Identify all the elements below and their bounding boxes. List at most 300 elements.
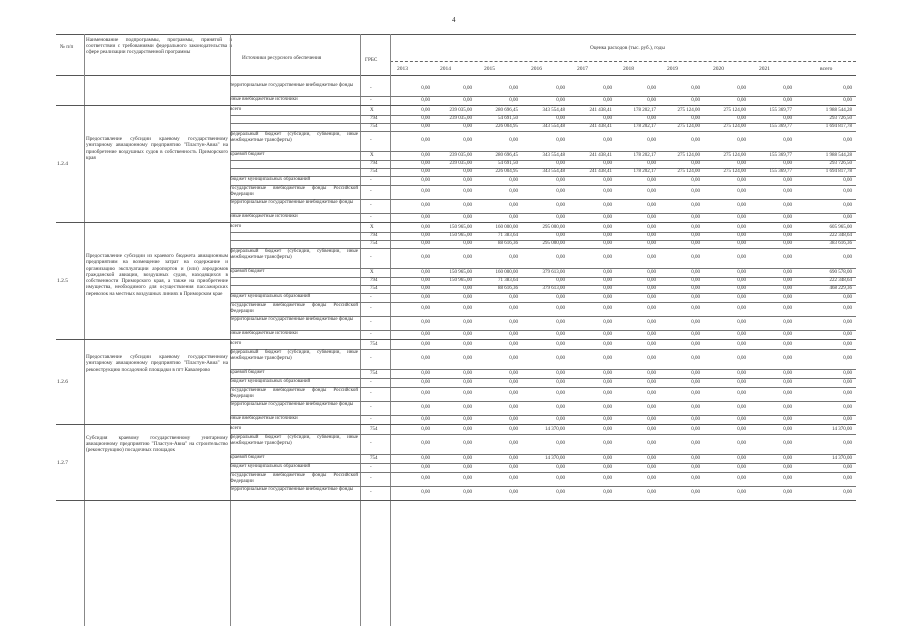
value-cell: 0,00 [647, 214, 656, 220]
value-cell: 178 202,17 [633, 169, 656, 174]
value-cell: 0,00 [421, 455, 430, 461]
value-cell: 0,00 [509, 331, 518, 337]
grbs-code: 794 [370, 278, 378, 283]
value-cell: 343 554,48 [542, 107, 565, 113]
value-cell: 0,00 [421, 306, 430, 311]
value-cell: 0,00 [647, 177, 656, 183]
value-cell: 0,00 [843, 405, 852, 410]
value-cell: 0,00 [647, 416, 656, 422]
value-cell: 0,00 [556, 214, 565, 220]
source-label: федеральный бюджет (субсидии, субвенции, иные межбюджетные трансферты) [230, 350, 358, 361]
section-line [56, 222, 856, 223]
value-cell: 0,00 [556, 203, 565, 208]
value-cell: 0,00 [421, 161, 430, 166]
grbs-code: 754 [370, 241, 378, 246]
grbs-code: - [370, 490, 372, 495]
value-cell: 160 000,00 [495, 224, 518, 230]
value-cell: 0,00 [843, 189, 852, 194]
value-cell: 0,00 [463, 331, 472, 337]
value-cell: 0,00 [421, 97, 430, 103]
value-cell: 379 613,00 [542, 286, 565, 291]
grbs-code: 754 [370, 455, 378, 461]
value-cell: 0,00 [843, 294, 852, 300]
value-cell: 0,00 [843, 86, 852, 91]
value-cell: 222 348,64 [829, 233, 852, 238]
value-cell: 275 124,00 [723, 152, 746, 158]
value-cell: 0,00 [421, 203, 430, 208]
header-estimate-label: Оценка расходов (тыс. руб.), годы [590, 45, 665, 51]
value-cell: 0,00 [463, 286, 472, 291]
grbs-code: - [370, 214, 372, 220]
value-cell: 0,00 [737, 97, 746, 103]
value-cell: 0,00 [603, 86, 612, 91]
grbs-code: X [370, 152, 374, 158]
value-cell: 0,00 [463, 177, 472, 183]
value-cell: 0,00 [737, 278, 746, 283]
value-cell: 0,00 [509, 341, 518, 347]
value-cell: 0,00 [647, 269, 656, 275]
source-label: краевой бюджет [230, 370, 265, 375]
value-cell: 0,00 [691, 161, 700, 166]
value-cell: 0,00 [603, 278, 612, 283]
value-cell: 0,00 [421, 177, 430, 183]
value-cell: 383 616,36 [829, 241, 852, 246]
value-cell: 0,00 [421, 138, 430, 143]
value-cell: 0,00 [737, 379, 746, 385]
value-cell: 0,00 [843, 464, 852, 470]
value-cell: 0,00 [421, 214, 430, 220]
value-cell: 0,00 [603, 464, 612, 470]
value-cell: 0,00 [421, 107, 430, 113]
value-cell: 0,00 [509, 476, 518, 481]
year-header: 2015 [484, 66, 495, 72]
source-label: федеральный бюджет (субсидии, субвенции, иные межбюджетные трансферты) [230, 435, 358, 446]
value-cell: 0,00 [421, 86, 430, 91]
value-cell: 0,00 [737, 233, 746, 238]
grbs-code: - [370, 441, 372, 446]
source-label: территориальные государственные внебюджетные фонды [230, 402, 354, 407]
value-cell: 14 370,00 [832, 455, 852, 461]
header-bottom-line [56, 75, 856, 76]
value-cell: 150 965,00 [449, 224, 472, 230]
value-cell: 54 691,50 [498, 161, 518, 166]
year-header: 2021 [759, 66, 770, 72]
value-cell: 0,00 [647, 331, 656, 337]
section-name: Субсидия краевому государственному унитарному авиационному предприятию "Пластун-Авиа" на строительство (реконструкцию) посадочных площадок [86, 434, 228, 454]
value-cell: 0,00 [783, 255, 792, 260]
value-cell: 0,00 [691, 241, 700, 246]
value-cell: 0,00 [463, 356, 472, 361]
section-name: Предоставление субсидии из краевого бюджета авиационным предприятиям на возмещение затрат на содержание и организацию эксплуатации аэропортов и (или) аэродромов гражданской авиации, воздушных судов, находящихся в собственности Приморского края, а также на приобретение имущества, необходимого для осуществления пассажирских перевозок на местных воздушных линиях в Приморском крае [86, 253, 228, 297]
value-cell: 0,00 [647, 138, 656, 143]
value-cell: 155 369,77 [769, 152, 792, 158]
value-cell: 0,00 [691, 286, 700, 291]
value-cell: 0,00 [463, 379, 472, 385]
value-cell: 0,00 [691, 476, 700, 481]
value-cell: 0,00 [556, 476, 565, 481]
grbs-code: 794 [370, 116, 378, 121]
value-cell: 0,00 [509, 455, 518, 461]
value-cell: 0,00 [556, 490, 565, 495]
value-cell: 0,00 [737, 86, 746, 91]
value-cell: 0,00 [509, 138, 518, 143]
value-cell: 0,00 [556, 416, 565, 422]
value-cell: 275 124,00 [723, 107, 746, 113]
value-cell: 0,00 [556, 294, 565, 300]
value-cell: 0,00 [509, 416, 518, 422]
value-cell: 0,00 [843, 331, 852, 337]
source-label: всего [230, 426, 242, 431]
source-label: всего [230, 107, 242, 112]
value-cell: 0,00 [603, 490, 612, 495]
value-cell: 0,00 [737, 476, 746, 481]
grbs-code: - [370, 203, 372, 208]
value-cell: 0,00 [737, 286, 746, 291]
value-cell: 0,00 [556, 233, 565, 238]
value-cell: 0,00 [647, 203, 656, 208]
value-cell: 0,00 [603, 286, 612, 291]
value-cell: 343 554,48 [542, 124, 565, 129]
value-cell: 0,00 [509, 294, 518, 300]
grbs-code: 754 [370, 286, 378, 291]
value-cell: 0,00 [737, 341, 746, 347]
value-cell: 0,00 [737, 416, 746, 422]
value-cell: 0,00 [737, 490, 746, 495]
value-cell: 0,00 [421, 189, 430, 194]
grbs-code: - [370, 416, 372, 422]
value-cell: 0,00 [843, 441, 852, 446]
grbs-code: - [370, 86, 372, 91]
value-cell: 0,00 [737, 269, 746, 275]
value-cell: 0,00 [783, 455, 792, 461]
value-cell: 0,00 [509, 177, 518, 183]
value-cell: 0,00 [843, 138, 852, 143]
value-cell: 0,00 [783, 391, 792, 396]
source-label: государственные внебюджетные фонды Российской Федерации [230, 388, 358, 399]
value-cell: 0,00 [691, 426, 700, 432]
value-cell: 0,00 [463, 391, 472, 396]
value-cell: 0,00 [783, 138, 792, 143]
grbs-code: - [370, 405, 372, 410]
value-cell: 0,00 [647, 116, 656, 121]
value-cell: 0,00 [783, 490, 792, 495]
source-label: бюджет муниципальных образований [230, 177, 311, 182]
value-cell: 0,00 [783, 286, 792, 291]
value-cell: 275 124,00 [677, 107, 700, 113]
value-cell: 0,00 [463, 405, 472, 410]
source-label: бюджет муниципальных образований [230, 379, 311, 384]
value-cell: 0,00 [603, 476, 612, 481]
value-cell: 0,00 [421, 356, 430, 361]
value-cell: 0,00 [843, 306, 852, 311]
value-cell: 0,00 [737, 405, 746, 410]
value-cell: 0,00 [463, 203, 472, 208]
value-cell: 241 438,41 [589, 124, 612, 129]
value-cell: 0,00 [509, 97, 518, 103]
value-cell: 0,00 [783, 306, 792, 311]
year-header: 2016 [531, 66, 542, 72]
value-cell: 0,00 [843, 416, 852, 422]
value-cell: 0,00 [647, 441, 656, 446]
value-cell: 0,00 [737, 203, 746, 208]
value-cell: 0,00 [603, 255, 612, 260]
value-cell: 0,00 [783, 341, 792, 347]
value-cell: 0,00 [509, 214, 518, 220]
source-label: территориальные государственные внебюджетные фонды [230, 487, 354, 492]
value-cell: 0,00 [691, 416, 700, 422]
value-cell: 0,00 [463, 241, 472, 246]
value-cell: 0,00 [647, 490, 656, 495]
value-cell: 0,00 [691, 189, 700, 194]
value-cell: 0,00 [463, 97, 472, 103]
value-cell: 0,00 [421, 391, 430, 396]
value-cell: 0,00 [783, 224, 792, 230]
value-cell: 0,00 [737, 214, 746, 220]
value-cell: 0,00 [509, 441, 518, 446]
value-cell: 0,00 [737, 224, 746, 230]
value-cell: 275 124,00 [723, 124, 746, 129]
value-cell: 0,00 [421, 370, 430, 376]
value-cell: 0,00 [421, 241, 430, 246]
value-cell: 0,00 [783, 476, 792, 481]
value-cell: 0,00 [603, 441, 612, 446]
value-cell: 0,00 [691, 405, 700, 410]
value-cell: 0,00 [647, 356, 656, 361]
value-cell: 160 000,00 [495, 269, 518, 275]
value-cell: 0,00 [737, 331, 746, 337]
value-cell: 0,00 [691, 233, 700, 238]
value-cell: 0,00 [737, 138, 746, 143]
grbs-code: - [370, 356, 372, 361]
value-cell: 226 004,95 [495, 169, 518, 174]
value-cell: 0,00 [421, 152, 430, 158]
value-cell: 0,00 [783, 441, 792, 446]
section-code: 1.2.6 [57, 379, 68, 385]
value-cell: 295 000,00 [542, 224, 565, 230]
value-cell: 0,00 [603, 189, 612, 194]
value-cell: 0,00 [691, 177, 700, 183]
value-cell: 0,00 [737, 464, 746, 470]
value-cell: 0,00 [647, 86, 656, 91]
value-cell: 0,00 [737, 161, 746, 166]
grbs-code: - [370, 177, 372, 183]
value-cell: 0,00 [421, 416, 430, 422]
value-cell: 0,00 [843, 214, 852, 220]
value-cell: 0,00 [783, 370, 792, 376]
value-cell: 0,00 [509, 379, 518, 385]
value-cell: 0,00 [737, 116, 746, 121]
value-cell: 0,00 [783, 241, 792, 246]
grbs-code: X [370, 107, 374, 113]
value-cell: 0,00 [737, 294, 746, 300]
value-cell: 88 616,36 [498, 286, 518, 291]
value-cell: 0,00 [421, 331, 430, 337]
value-cell: 0,00 [783, 189, 792, 194]
value-cell: 0,00 [691, 464, 700, 470]
source-label: иные внебюджетные источники [230, 214, 298, 219]
section-name: Предоставление субсидии краевому государственному унитарному авиационному предприятию "Пластун-Авиа" на реконструкцию посадочной площадки в пгт Кавалерово [86, 354, 228, 373]
value-cell: 0,00 [691, 391, 700, 396]
value-cell: 0,00 [421, 116, 430, 121]
value-cell: 0,00 [783, 86, 792, 91]
value-cell: 275 124,00 [677, 124, 700, 129]
section-line [56, 424, 856, 425]
grbs-code: 754 [370, 124, 378, 129]
value-cell: 1 988 544,28 [825, 107, 852, 113]
source-label: государственные внебюджетные фонды Российской Федерации [230, 186, 358, 197]
value-cell: 0,00 [556, 189, 565, 194]
value-cell: 0,00 [691, 341, 700, 347]
source-label: федеральный бюджет (субсидии, субвенции, иные межбюджетные трансферты) [230, 132, 358, 143]
value-cell: 0,00 [556, 255, 565, 260]
value-cell: 0,00 [509, 320, 518, 325]
grbs-code: - [370, 391, 372, 396]
grbs-code: 754 [370, 169, 378, 174]
value-cell: 0,00 [421, 278, 430, 283]
source-label: иные внебюджетные источники [230, 416, 298, 421]
value-cell: 0,00 [783, 416, 792, 422]
value-cell: 0,00 [556, 391, 565, 396]
year-header: 2018 [623, 66, 634, 72]
grbs-code: - [370, 476, 372, 481]
value-cell: 0,00 [421, 379, 430, 385]
year-header: 2013 [397, 66, 408, 72]
value-cell: 0,00 [603, 138, 612, 143]
value-cell: 14 370,00 [545, 426, 565, 432]
value-cell: 0,00 [783, 426, 792, 432]
value-cell: 0,00 [421, 490, 430, 495]
value-cell: 155 369,77 [769, 107, 792, 113]
value-cell: 0,00 [691, 214, 700, 220]
value-cell: 0,00 [421, 233, 430, 238]
value-cell: 0,00 [603, 416, 612, 422]
value-cell: 241 438,41 [589, 152, 612, 158]
value-cell: 0,00 [463, 138, 472, 143]
value-cell: 0,00 [603, 294, 612, 300]
source-label: федеральный бюджет (субсидии, субвенции, иные межбюджетные трансферты) [230, 249, 358, 260]
value-cell: 0,00 [647, 255, 656, 260]
value-cell: 0,00 [647, 224, 656, 230]
grbs-code: - [370, 294, 372, 300]
grbs-code: - [370, 331, 372, 337]
value-cell: 0,00 [843, 97, 852, 103]
value-cell: 0,00 [603, 241, 612, 246]
value-cell: 0,00 [647, 426, 656, 432]
value-cell: 0,00 [556, 138, 565, 143]
value-cell: 0,00 [556, 86, 565, 91]
value-cell: 0,00 [463, 490, 472, 495]
value-cell: 0,00 [421, 426, 430, 432]
value-cell: 0,00 [463, 441, 472, 446]
year-header: 2019 [667, 66, 678, 72]
value-cell: 0,00 [463, 86, 472, 91]
value-cell: 0,00 [843, 476, 852, 481]
value-cell: 0,00 [737, 177, 746, 183]
value-cell: 0,00 [783, 331, 792, 337]
value-cell: 0,00 [647, 306, 656, 311]
value-cell: 0,00 [556, 379, 565, 385]
value-cell: 239 035,00 [449, 107, 472, 113]
value-cell: 14 370,00 [832, 426, 852, 432]
value-cell: 0,00 [509, 490, 518, 495]
value-cell: 0,00 [603, 370, 612, 376]
grbs-code: - [370, 379, 372, 385]
value-cell: 0,00 [737, 391, 746, 396]
value-cell: 226 004,95 [495, 124, 518, 129]
value-cell: 0,00 [843, 255, 852, 260]
value-cell: 0,00 [603, 331, 612, 337]
value-cell: 0,00 [463, 476, 472, 481]
value-cell: 0,00 [556, 116, 565, 121]
source-label: краевой бюджет [230, 269, 265, 274]
value-cell: 0,00 [509, 356, 518, 361]
value-cell: 0,00 [737, 255, 746, 260]
value-cell: 0,00 [603, 455, 612, 461]
section-name: Предоставление субсидии краевому государственному унитарному авиационному предприятию "Пластун-Авиа" на приобретение воздушных судов в собственность Приморского края [86, 136, 228, 161]
value-cell: 0,00 [691, 306, 700, 311]
value-cell: 0,00 [556, 464, 565, 470]
value-cell: 0,00 [421, 464, 430, 470]
section-line [56, 500, 856, 501]
value-cell: 0,00 [509, 86, 518, 91]
section-line [56, 339, 856, 340]
grbs-code: 754 [370, 341, 378, 347]
value-cell: 295 000,00 [542, 241, 565, 246]
value-cell: 239 035,00 [449, 161, 472, 166]
value-cell: 71 383,64 [498, 233, 518, 238]
value-cell: 0,00 [421, 286, 430, 291]
value-cell: 0,00 [843, 177, 852, 183]
value-cell: 0,00 [463, 189, 472, 194]
value-cell: 0,00 [783, 464, 792, 470]
value-cell: 0,00 [647, 379, 656, 385]
source-label: краевой бюджет [230, 455, 265, 460]
value-cell: 0,00 [421, 341, 430, 347]
value-cell: 0,00 [421, 169, 430, 174]
value-cell: 0,00 [737, 356, 746, 361]
value-cell: 0,00 [556, 97, 565, 103]
value-cell: 0,00 [647, 97, 656, 103]
year-header: 2020 [713, 66, 724, 72]
header-source-label: Источники ресурсного обеспечения [242, 55, 322, 61]
value-cell: 343 554,48 [542, 169, 565, 174]
value-cell: 0,00 [783, 233, 792, 238]
value-cell: 0,00 [647, 476, 656, 481]
value-cell: 0,00 [783, 320, 792, 325]
value-cell: 0,00 [556, 341, 565, 347]
value-cell: 0,00 [783, 97, 792, 103]
value-cell: 0,00 [647, 161, 656, 166]
source-label: бюджет муниципальных образований [230, 294, 311, 299]
value-cell: 0,00 [603, 306, 612, 311]
value-cell: 0,00 [556, 161, 565, 166]
value-cell: 0,00 [647, 341, 656, 347]
value-cell: 178 202,17 [633, 107, 656, 113]
value-cell: 690 578,00 [829, 269, 852, 275]
value-cell: 0,00 [603, 320, 612, 325]
value-cell: 1 988 544,28 [825, 152, 852, 158]
value-cell: 275 124,00 [677, 152, 700, 158]
value-cell: 605 965,00 [829, 224, 852, 230]
value-cell: 0,00 [556, 356, 565, 361]
source-label: всего [230, 341, 242, 346]
value-cell: 0,00 [509, 370, 518, 376]
value-cell: 0,00 [421, 441, 430, 446]
value-cell: 0,00 [691, 490, 700, 495]
value-cell: 0,00 [691, 356, 700, 361]
value-cell: 0,00 [737, 441, 746, 446]
value-cell: 0,00 [603, 269, 612, 275]
